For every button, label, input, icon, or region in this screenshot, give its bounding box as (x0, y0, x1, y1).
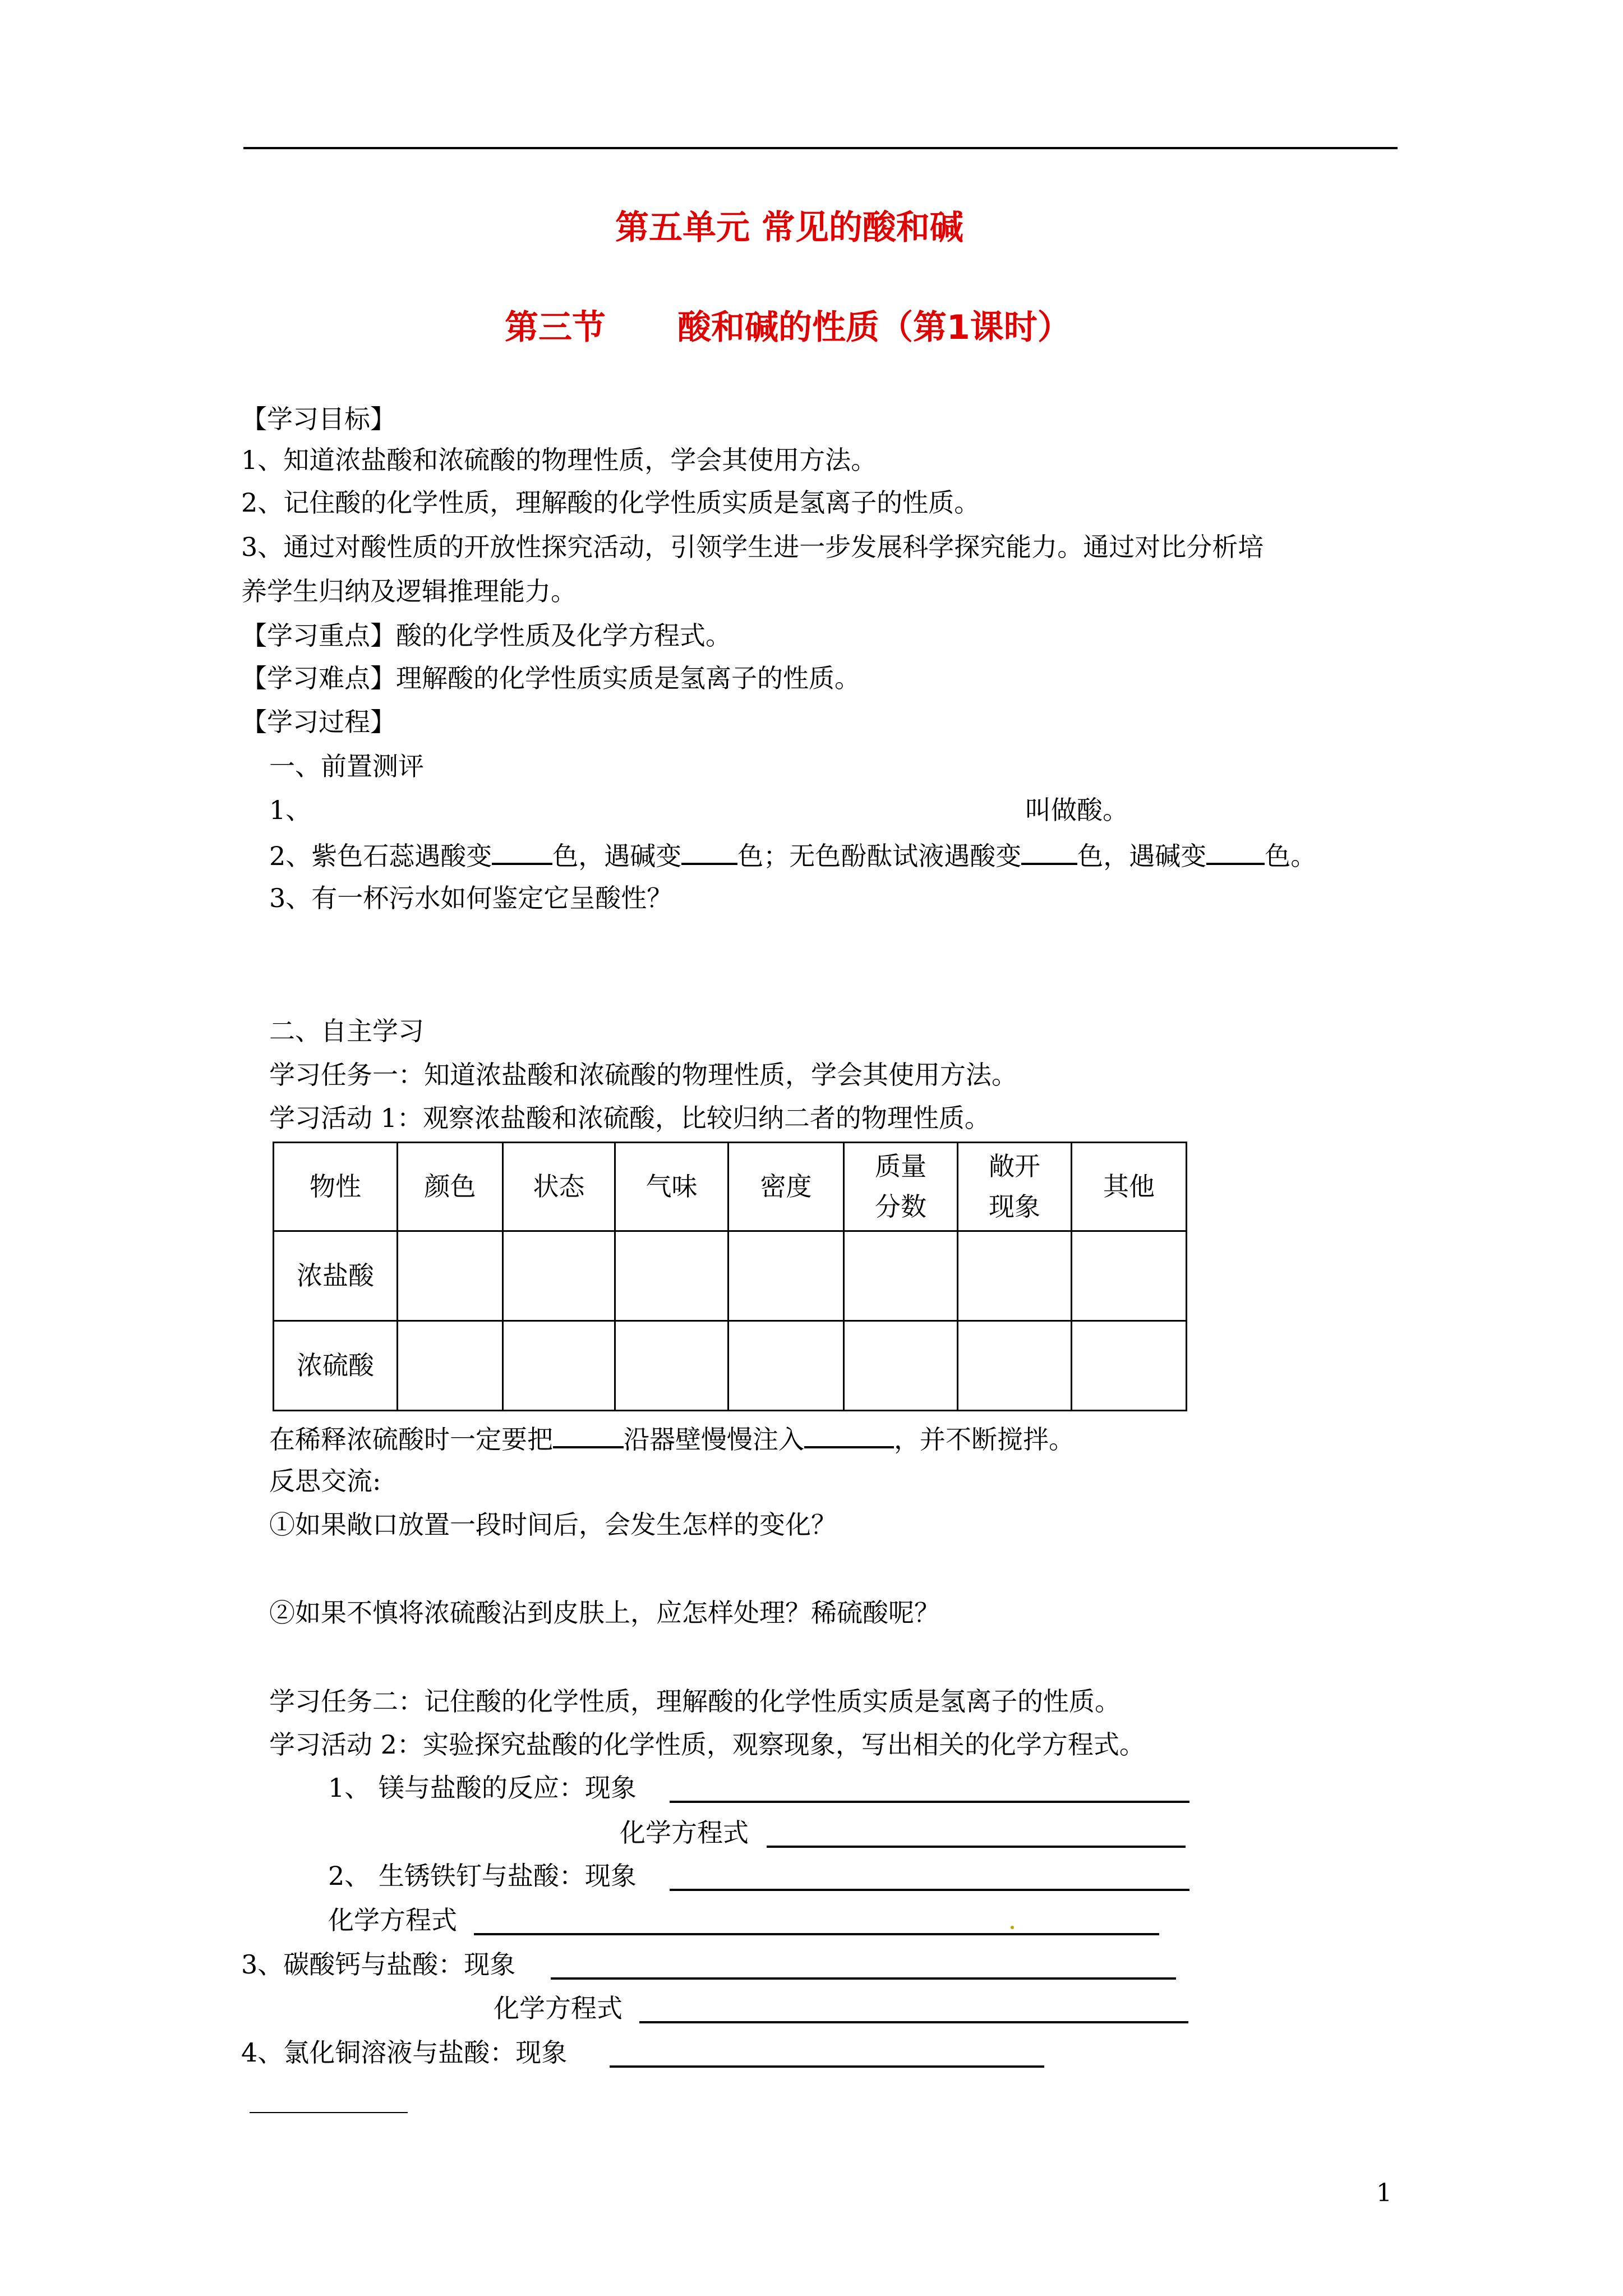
table-cell[interactable] (1072, 1321, 1187, 1411)
section-title: 酸和碱的性质（第1课时） (677, 308, 1071, 347)
answer-blank[interactable] (1021, 840, 1077, 865)
difficulty-text: 理解酸的化学性质实质是氢离子的性质。 (396, 663, 860, 693)
stray-mark (1011, 1926, 1014, 1929)
table-cell[interactable] (615, 1321, 728, 1411)
table-cell[interactable] (615, 1231, 728, 1321)
goal-item: 养学生归纳及逻辑推理能力。 (241, 576, 577, 606)
answer-blank[interactable] (681, 840, 737, 865)
q2-text: 色，遇碱变 (1077, 841, 1207, 871)
table-cell[interactable] (398, 1321, 503, 1411)
table-header-cell: 颜色 (398, 1143, 503, 1231)
pretest-heading: 一、前置测评 (269, 751, 424, 781)
pretest-q1-number: 1、 (269, 795, 312, 825)
difficulty-label: 【学习难点】 (241, 663, 396, 693)
process-heading: 【学习过程】 (241, 707, 396, 737)
dilution-text: 沿器壁慢慢注入 (624, 1424, 804, 1455)
q2-text: 色，遇碱变 (552, 841, 682, 871)
answer-line[interactable] (670, 1801, 1189, 1803)
answer-blank[interactable] (804, 1424, 894, 1448)
footnote-rule (250, 2112, 408, 2113)
table-cell[interactable] (1072, 1231, 1187, 1321)
q2-text: 色。 (1265, 841, 1317, 871)
q2-text: 2、紫色石蕊遇酸变 (269, 841, 492, 871)
table-cell[interactable] (503, 1321, 615, 1411)
table-cell[interactable] (958, 1321, 1072, 1411)
answer-line[interactable] (474, 1933, 1159, 1935)
item4-text: 4、氯化铜溶液与盐酸：现象 (241, 2037, 568, 2068)
equation-label: 化学方程式 (620, 1818, 749, 1848)
table-header-text: 质量分数 (875, 1151, 926, 1222)
table-cell[interactable] (503, 1231, 615, 1321)
table-header-cell: 状态 (503, 1143, 615, 1231)
item2-text: 2、 生锈铁钉与盐酸：现象 (328, 1861, 637, 1891)
reflection-heading: 反思交流: (269, 1466, 381, 1496)
section-number: 第三节 (505, 308, 606, 347)
header-rule (243, 147, 1398, 149)
answer-blank[interactable] (553, 1424, 624, 1448)
dilution-text: 在稀释浓硫酸时一定要把 (269, 1424, 553, 1455)
table-cell[interactable] (728, 1231, 844, 1321)
item1-text: 1、 镁与盐酸的反应：现象 (328, 1773, 637, 1803)
table-header-cell (958, 1143, 1072, 1231)
table-header-cell: 密度 (728, 1143, 844, 1231)
answer-line[interactable] (610, 2065, 1044, 2068)
unit-title: 第五单元 常见的酸和碱 (615, 208, 963, 247)
table-cell: 浓硫酸 (274, 1321, 398, 1411)
answer-blank[interactable] (492, 840, 552, 865)
table-header-cell (844, 1143, 958, 1231)
table-row (274, 1231, 1187, 1321)
table-row (274, 1321, 1187, 1411)
table-cell[interactable] (728, 1321, 844, 1411)
key-point-label: 【学习重点】 (241, 620, 396, 651)
page-number: 1 (1376, 2179, 1392, 2207)
pretest-q3: 3、有一杯污水如何鉴定它呈酸性？ (269, 883, 673, 913)
key-point-text: 酸的化学性质及化学方程式。 (396, 620, 731, 651)
answer-blank[interactable] (1206, 840, 1265, 865)
q2-text: 色；无色酚酞试液遇酸变 (737, 841, 1022, 871)
activity2-text: 学习活动 2：实验探究盐酸的化学性质，观察现象，写出相关的化学方程式。 (269, 1729, 1145, 1760)
dilution-sentence (269, 1424, 1075, 1455)
table-cell[interactable] (398, 1231, 503, 1321)
equation-label: 化学方程式 (494, 1993, 623, 2023)
task1-text: 学习任务一：知道浓盐酸和浓硫酸的物理性质，学会其使用方法。 (269, 1060, 1017, 1090)
answer-line[interactable] (551, 1977, 1176, 1980)
goals-heading: 【学习目标】 (241, 404, 396, 434)
table-cell[interactable] (844, 1321, 958, 1411)
item3-text: 3、碳酸钙与盐酸：现象 (241, 1949, 516, 1980)
reflection-q2: ②如果不慎将浓硫酸沾到皮肤上，应怎样处理？稀硫酸呢？ (269, 1598, 940, 1628)
table-header-cell: 其他 (1072, 1143, 1187, 1231)
difficulty (241, 665, 860, 691)
table-cell: 浓盐酸 (274, 1231, 398, 1321)
answer-line[interactable] (639, 2021, 1188, 2023)
table-header-cell: 物性 (274, 1143, 398, 1231)
activity1-text: 学习活动 1：观察浓盐酸和浓硫酸，比较归纳二者的物理性质。 (269, 1103, 990, 1133)
self-study-heading: 二、自主学习 (269, 1016, 424, 1046)
key-point (241, 620, 731, 651)
goal-item: 1、知道浓盐酸和浓硫酸的物理性质，学会其使用方法。 (241, 445, 877, 475)
pretest-q1-tail: 叫做酸。 (1025, 795, 1128, 825)
answer-line[interactable] (767, 1846, 1186, 1848)
goal-item: 3、通过对酸性质的开放性探究活动，引领学生进一步发展科学探究能力。通过对比分析培 (241, 532, 1264, 562)
task2-title: 学习任务二：记住酸的化学性质，理解酸的化学性质实质是氢离子的性质。 (269, 1686, 1121, 1717)
pretest-q2 (269, 840, 1316, 869)
equation-label: 化学方程式 (328, 1905, 457, 1935)
dilution-text: ，并不断搅拌。 (894, 1424, 1075, 1455)
properties-table (273, 1142, 1187, 1411)
table-cell[interactable] (844, 1231, 958, 1321)
table-header-row (274, 1143, 1187, 1231)
goal-item: 2、记住酸的化学性质，理解酸的化学性质实质是氢离子的性质。 (241, 487, 980, 518)
table-header-text: 敞开现象 (989, 1151, 1040, 1222)
answer-line[interactable] (670, 1889, 1189, 1891)
table-cell[interactable] (958, 1231, 1072, 1321)
table-header-cell: 气味 (615, 1143, 728, 1231)
reflection-q1: ①如果敞口放置一段时间后，会发生怎样的变化？ (269, 1510, 837, 1540)
